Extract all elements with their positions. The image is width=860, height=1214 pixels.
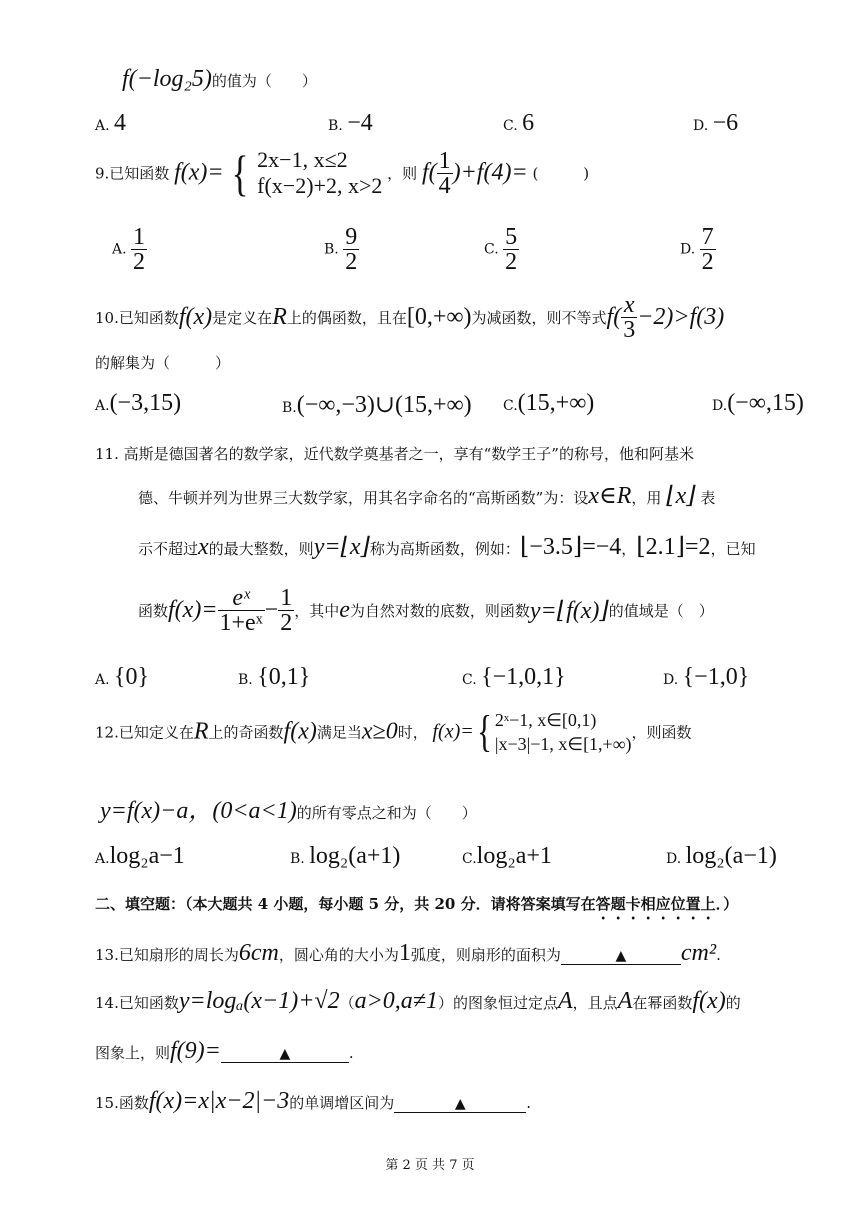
- q12-brace: {: [476, 707, 492, 756]
- q11-line1: 11. 高斯是德国著名的数学家，近代数学奠基者之一，享有“数学王子”的称号，他和阿基米: [95, 445, 694, 463]
- q9-case2: f(x−2)+2, x>2: [257, 173, 383, 198]
- q14-line2: 图象上，则f(9)= ▲ .: [95, 1038, 354, 1064]
- q12-option-d[interactable]: D. log₂(a−1): [666, 843, 777, 869]
- q11-option-d[interactable]: D. {−1,0}: [663, 664, 750, 690]
- q10-option-a[interactable]: A.(−3,15): [95, 390, 182, 416]
- q9-option-c[interactable]: C. $\frac{5}{2}$: [484, 224, 518, 275]
- q8-tail: 的值为（ ）: [211, 72, 317, 90]
- q10-fraction: $\frac{x}{3}$: [623, 292, 636, 343]
- q9-option-a[interactable]: A. $\frac{1}{2}$: [112, 224, 146, 275]
- q12-option-a[interactable]: A.log₂a−1: [95, 843, 185, 869]
- q8-option-a[interactable]: A. 4: [95, 110, 127, 136]
- q8-option-d[interactable]: D. −6: [693, 110, 739, 136]
- q11-option-a[interactable]: A. {0}: [95, 664, 150, 690]
- q15-answer-blank[interactable]: ▲: [394, 1096, 526, 1113]
- page-number: 第 2 页 共 7 页: [385, 1158, 475, 1173]
- q8-stem: [122, 66, 317, 93]
- q8-option-c[interactable]: C. 6: [503, 110, 535, 136]
- q11-line4: 函数f(x)= $\frac{\text{eˣ}}{\text{1+eˣ}}$ − $\frac{1}{2}$ ，其中e为自然对数的底数，则函数y=⌊f(x)⌋的值域是（ ）: [138, 585, 714, 636]
- section2-heading: 二、填空题：（本大题共 4 小题，每小题 5 分，共 20 分．请将答案填写在答题卡相应位置上．）: [95, 895, 739, 913]
- q14-answer-blank[interactable]: ▲: [221, 1046, 349, 1063]
- q8-option-b[interactable]: B. −4: [328, 110, 373, 136]
- q8-expr: f(−log₂5): [122, 66, 212, 92]
- q12-cases: 2ˣ−1, x∈[0,1) |x−3|−1, x∈[1,+∞): [494, 710, 632, 754]
- q10-option-d[interactable]: D.(−∞,15): [712, 390, 804, 416]
- q9-stem: 9.已知函数 f(x)= { 2x−1, x≤2 f(x−2)+2, x>2 ，则 f( $\frac{1}{4}$ )+f(4)= ( ): [95, 145, 590, 201]
- section2-emphasis: 答题卡相应位置上: [595, 895, 716, 913]
- q10-option-b[interactable]: B.(−∞,−3)∪(15,+∞): [282, 392, 472, 418]
- q12-stem: 12.已知定义在R上的奇函数f(x)满足当x≥0时， f(x)={ 2ˣ−1, x∈[0,1) |x−3|−1, x∈[1,+∞) ，则函数: [95, 707, 692, 756]
- q11-line2: 德、牛顿并列为世界三大数学家，用其名字命名的“高斯函数”为：设x∈R，用 ⌊x⌋ 表: [138, 483, 716, 509]
- q9-option-d[interactable]: D. $\frac{7}{2}$: [680, 224, 714, 275]
- q9-fx: f(x)=: [174, 159, 224, 186]
- q10-option-c[interactable]: C.(15,+∞): [503, 390, 595, 416]
- q10-line2: 的解集为（ ）: [95, 354, 231, 372]
- q14-stem: 14.已知函数y=logₐ(x−1)+√2（a>0,a≠1）的图象恒过定点A，且点A在幂函数f(x)的: [95, 988, 741, 1014]
- q11-fraction: $\frac{\text{eˣ}}{\text{1+eˣ}}$: [219, 585, 263, 636]
- q11-line3: 示不超过x的最大整数，则y=⌊x⌋称为高斯函数，例如：⌊−3.5⌋=−4，⌊2.1⌋=2，已知: [138, 534, 756, 560]
- q12-line2: y=f(x)−a，(0<a<1)的所有零点之和为（ ）: [100, 798, 477, 824]
- q13-answer-blank[interactable]: ▲: [561, 948, 681, 965]
- q12-option-c[interactable]: C.log₂a+1: [462, 843, 552, 869]
- q12-option-b[interactable]: B. log₂(a+1): [290, 843, 401, 869]
- q15-stem: 15.函数f(x)=x|x−2|−3的单调增区间为 ▲ .: [95, 1088, 532, 1114]
- q9-cases: [257, 147, 382, 199]
- q11-option-c[interactable]: C. {−1,0,1}: [462, 664, 566, 690]
- q9-case1: 2x−1, x≤2: [257, 147, 348, 172]
- q9-fraction: $\frac{1}{4}$: [438, 147, 451, 199]
- q9-option-b[interactable]: B. $\frac{9}{2}$: [324, 224, 358, 275]
- q9-brace: {: [231, 145, 249, 201]
- q11-option-b[interactable]: B. {0,1}: [238, 664, 311, 690]
- q10-stem: 10.已知函数f(x)是定义在R上的偶函数，且在[0,+∞)为减函数，则不等式f( $\frac{x}{3}$ −2)>f(3): [95, 292, 725, 343]
- q13-stem: 13.已知扇形的周长为6cm，圆心角的大小为1弧度，则扇形的面积为 ▲ cm².: [95, 940, 721, 966]
